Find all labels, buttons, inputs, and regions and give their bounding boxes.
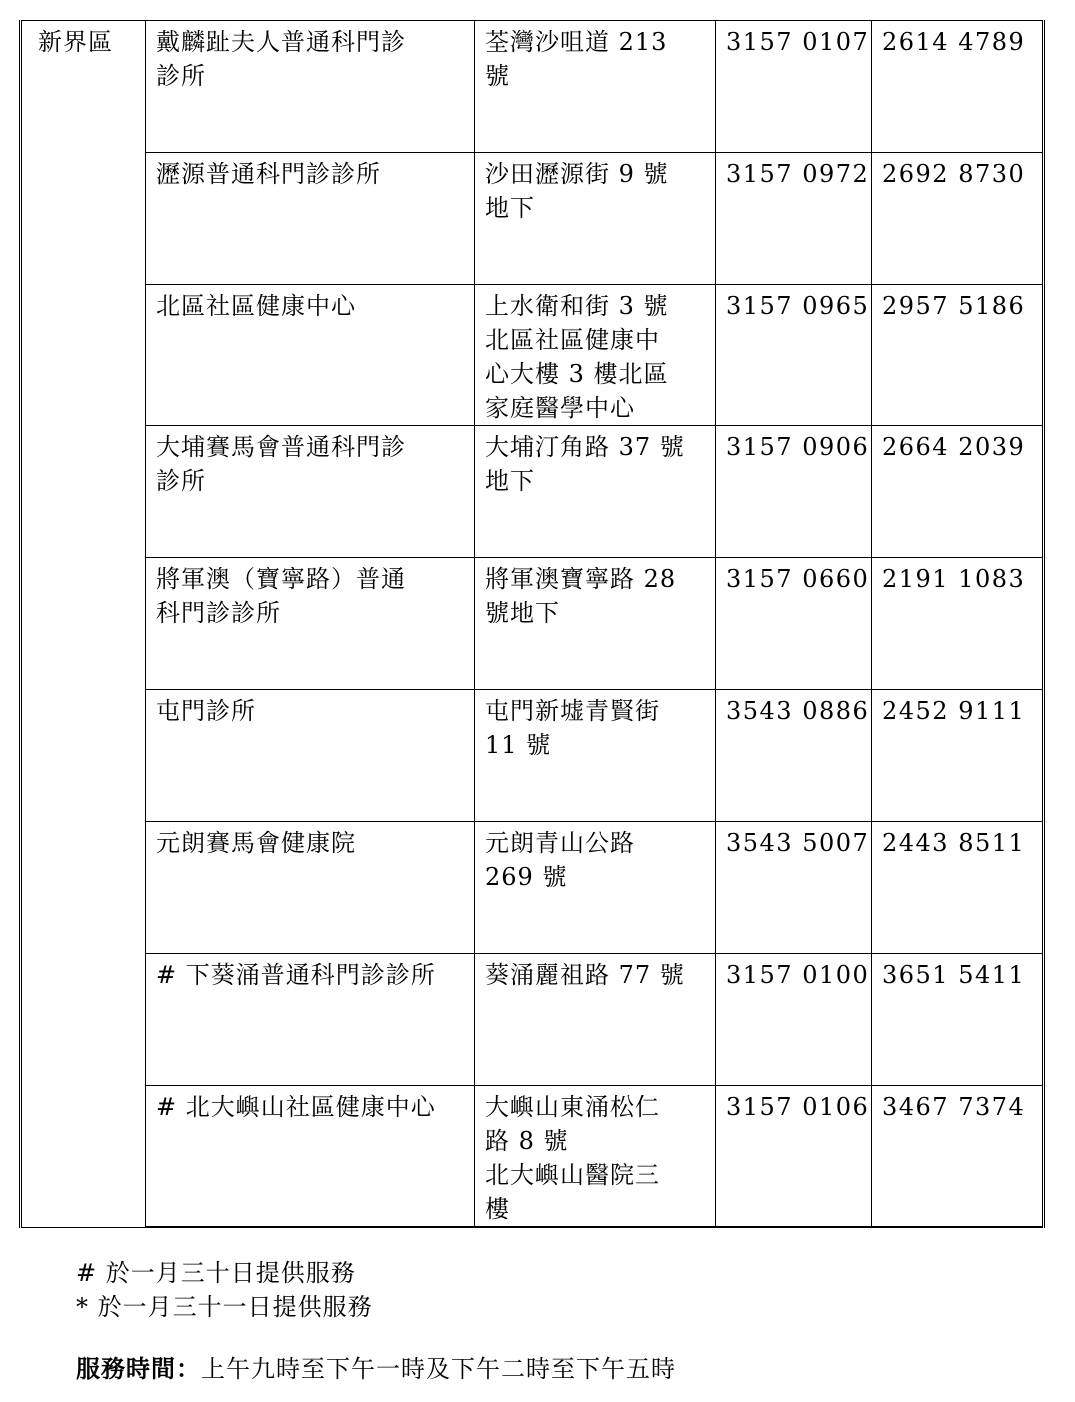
address-line: 地下 [485, 194, 535, 222]
address-line: 號地下 [485, 599, 560, 627]
address-line: 沙田瀝源街 9 號 [485, 160, 669, 188]
address-line: 地下 [485, 467, 535, 495]
clinic-name-line: 戴麟趾夫人普通科門診 [156, 28, 406, 56]
table-row [21, 153, 1044, 285]
table-row [21, 690, 1044, 822]
table-row [21, 822, 1044, 954]
phone-cell: 3157 0106 [716, 1086, 872, 1228]
clinic-name-cell [146, 822, 475, 954]
clinic-name-line: # 北大嶼山社區健康中心 [156, 1093, 436, 1121]
fax-cell: 2692 8730 [872, 153, 1044, 285]
clinic-table [19, 20, 1045, 1228]
address-line: 將軍澳寶寧路 28 [485, 565, 677, 593]
address-line: 元朗青山公路 [485, 829, 635, 857]
phone-cell: 3157 0107 [716, 21, 872, 153]
phone-cell: 3157 0100 [716, 954, 872, 1086]
clinic-name-line: 北區社區健康中心 [156, 292, 356, 320]
phone-cell: 3157 0965 [716, 285, 872, 426]
clinic-name-cell [146, 153, 475, 285]
table-row [21, 1086, 1044, 1228]
district-cell [21, 21, 146, 1228]
district-label: 新界區 [38, 28, 113, 56]
fax-cell: 3651 5411 [872, 954, 1044, 1086]
phone-cell: 3157 0660 [716, 558, 872, 690]
clinic-name-cell [146, 21, 475, 153]
clinic-name-cell [146, 426, 475, 558]
address-line: 心大樓 3 樓北區 [485, 360, 669, 388]
service-hours-label: 服務時間： [76, 1355, 201, 1383]
address-cell [475, 1086, 716, 1228]
table-row [21, 285, 1044, 426]
address-line: 號 [485, 62, 510, 90]
address-line: 家庭醫學中心 [485, 394, 635, 422]
address-line: 11 號 [485, 731, 552, 759]
phone-cell: 3157 0972 [716, 153, 872, 285]
address-cell [475, 153, 716, 285]
address-cell [475, 558, 716, 690]
fax-cell: 2614 4789 [872, 21, 1044, 153]
address-cell [475, 21, 716, 153]
clinic-name-cell [146, 285, 475, 426]
address-line: 樓 [485, 1195, 510, 1223]
address-line: 大嶼山東涌松仁 [485, 1093, 660, 1121]
table-row [21, 426, 1044, 558]
fax-cell: 2664 2039 [872, 426, 1044, 558]
fax-cell: 2443 8511 [872, 822, 1044, 954]
clinic-name-line: # 下葵涌普通科門診診所 [156, 961, 436, 989]
star-footnote: * 於一月三十一日提供服務 [76, 1293, 373, 1321]
address-line: 北區社區健康中 [485, 326, 660, 354]
fax-cell: 2191 1083 [872, 558, 1044, 690]
phone-cell: 3543 0886 [716, 690, 872, 822]
clinic-name-line: 屯門診所 [156, 697, 256, 725]
fax-cell: 2452 9111 [872, 690, 1044, 822]
address-line: 上水衛和街 3 號 [485, 292, 669, 320]
clinic-name-cell [146, 954, 475, 1086]
address-line: 屯門新墟青賢街 [485, 697, 660, 725]
phone-cell: 3543 5007 [716, 822, 872, 954]
address-line: 路 8 號 [485, 1127, 569, 1155]
address-line: 葵涌麗祖路 77 號 [485, 961, 685, 989]
hash-footnote: # 於一月三十日提供服務 [76, 1259, 356, 1287]
clinic-name-line: 大埔賽馬會普通科門診 [156, 433, 406, 461]
address-cell [475, 426, 716, 558]
table-row [21, 954, 1044, 1086]
address-line: 北大嶼山醫院三 [485, 1161, 660, 1189]
clinic-table-body [21, 21, 1044, 1228]
address-cell [475, 822, 716, 954]
address-cell [475, 954, 716, 1086]
clinic-name-line: 診所 [156, 467, 206, 495]
clinic-name-line: 科門診診所 [156, 599, 281, 627]
table-row [21, 558, 1044, 690]
clinic-name-line: 元朗賽馬會健康院 [156, 829, 356, 857]
table-row [21, 21, 1044, 153]
address-line: 269 號 [485, 863, 568, 891]
clinic-name-cell [146, 690, 475, 822]
address-cell [475, 690, 716, 822]
service-hours [76, 1352, 676, 1386]
service-hours-value: 上午九時至下午一時及下午二時至下午五時 [201, 1355, 676, 1383]
fax-cell: 2957 5186 [872, 285, 1044, 426]
fax-cell: 3467 7374 [872, 1086, 1044, 1228]
clinic-name-cell [146, 1086, 475, 1228]
clinic-name-line: 瀝源普通科門診診所 [156, 160, 381, 188]
address-cell [475, 285, 716, 426]
footnotes [76, 1256, 373, 1324]
clinic-name-line: 將軍澳（寶寧路）普通 [156, 565, 406, 593]
clinic-name-cell [146, 558, 475, 690]
clinic-name-line: 診所 [156, 62, 206, 90]
address-line: 荃灣沙咀道 213 [485, 28, 668, 56]
address-line: 大埔汀角路 37 號 [485, 433, 685, 461]
phone-cell: 3157 0906 [716, 426, 872, 558]
